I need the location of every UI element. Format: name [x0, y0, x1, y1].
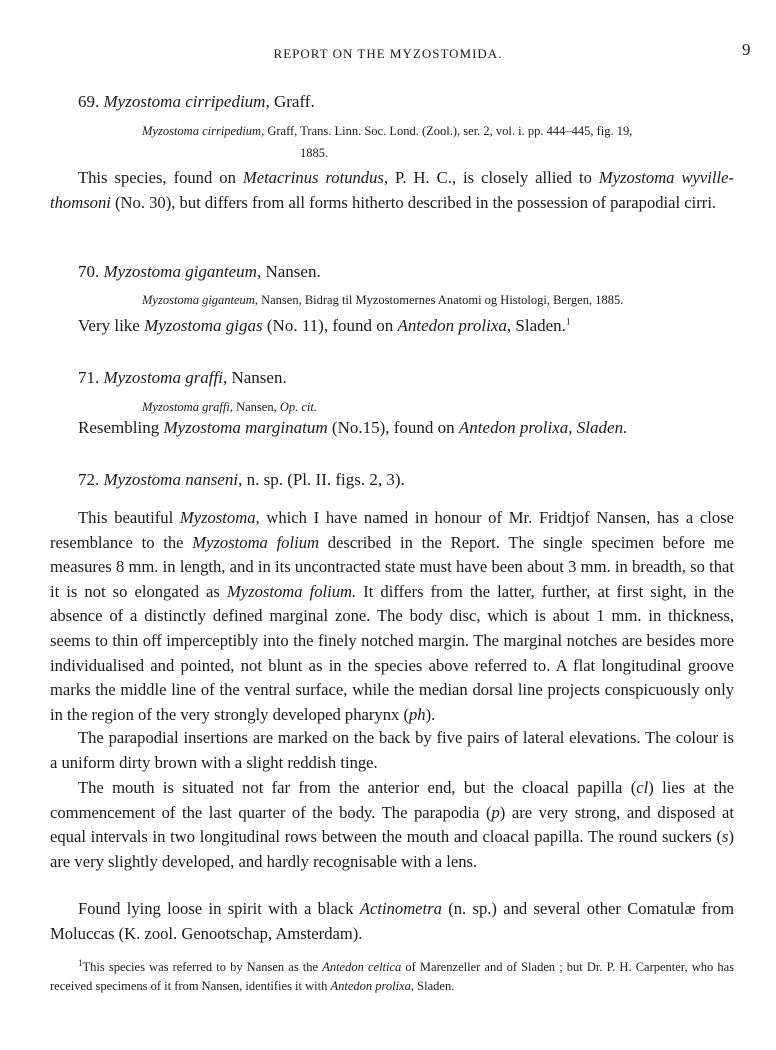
entry-72-paragraph-4: Found lying loose in spirit with a black Actinometra (n. sp.) and several other Comatulæ from Moluccas (K. zool. Genootschap, Amsterdam). — [50, 899, 735, 943]
running-title: REPORT ON THE MYZOSTOMIDA. — [273, 46, 503, 61]
entry-71-title — [78, 368, 287, 388]
authority: , Nansen. — [222, 368, 287, 387]
species-name: Myzostoma giganteum — [103, 262, 257, 281]
entry-69-description: This species, found on Metacrinus rotundus, P. H. C., is closely allied to Myzostoma wyville-thomsoni (No. 30), but differs from all forms hitherto described in the possession of parapodial cirri. — [50, 168, 734, 212]
species-name: Myzostoma nanseni — [103, 470, 239, 489]
entry-70-description: Very like Myzostoma gigas (No. 11), found on Antedon prolixa, Sladen.$^1$ — [78, 316, 571, 335]
entry-72-title — [78, 470, 405, 490]
authority: , Graff. — [265, 92, 315, 111]
entry-number: 71. — [78, 368, 100, 387]
entry-69-reference-year: 1885. — [300, 146, 329, 160]
entry-number: 72. — [78, 470, 100, 489]
footnote-mark: 1 — [78, 957, 83, 968]
species-name: Myzostoma cirripedium — [103, 92, 266, 111]
authority: , Nansen. — [256, 262, 321, 281]
entry-number: 70. — [78, 262, 100, 281]
entry-number: 69. — [78, 92, 100, 111]
footnote: $^1$This species was referred to by Nansen as the Antedon celtica of Marenzeller and of Sladen ; but Dr. P. H. Carpenter, who has received specimens of it from Nansen, identifies it with Antedon prolixa, Sladen. — [50, 957, 735, 993]
entry-70-reference: Myzostoma giganteum, Nansen, Bidrag til Myzostomernes Anatomi og Histologi, Bergen, 1885. — [142, 293, 624, 307]
entry-71-description: Resembling Myzostoma marginatum (No.15), found on Antedon prolixa, Sladen. — [78, 418, 628, 437]
entry-72-paragraph-1: This beautiful Myzostoma, which I have named in honour of Mr. Fridtjof Nansen, has a close resemblance to the Myzostoma folium described in the Report. The single specimen before me measures 8 mm. in length, and in its uncontracted state must have been about 3 mm. in breadth, so that it is not so elongated as Myzostoma folium. It differs from the latter, further, at first sight, in the absence of a distinctly defined marginal zone. The body disc, which is about 1 mm. in thickness, seems to thin off imperceptibly into the finely notched margin. The marginal notches are besides more individualised and pointed, not blunt as in the species above referred to. A flat longitudinal groove marks the middle line of the ventral surface, while the median dorsal line projects conspicuously only in the region of the very strongly developed pharynx (ph). — [50, 508, 735, 724]
page-number: 9 — [742, 40, 751, 59]
footnote-marker: 1 — [565, 316, 571, 327]
entry-72-paragraph-2: The parapodial insertions are marked on the back by five pairs of lateral elevations. The colour is a uniform dirty brown with a slight reddish tinge. — [50, 728, 734, 772]
entry-69-title — [78, 92, 315, 112]
authority: , n. sp. (Pl. II. figs. 2, 3). — [238, 470, 405, 489]
entry-71-reference: Myzostoma graffi, Nansen, Op. cit. — [142, 400, 318, 414]
entry-70-title — [78, 262, 321, 282]
species-name: Myzostoma graffi — [103, 368, 223, 387]
entry-69-reference: Myzostoma cirripedium, Graff, Trans. Linn. Soc. Lond. (Zool.), ser. 2, vol. i. pp. 444–445, fig. 19, — [142, 124, 633, 138]
entry-72-paragraph-3: The mouth is situated not far from the anterior end, but the cloacal papilla (cl) lies at the commencement of the last quarter of the body. The parapodia (p) are very strong, and disposed at equal intervals in two longitudinal rows between the mouth and cloacal papilla. The round suckers (s) are very slightly developed, and hardly recognisable with a lens. — [50, 778, 735, 871]
